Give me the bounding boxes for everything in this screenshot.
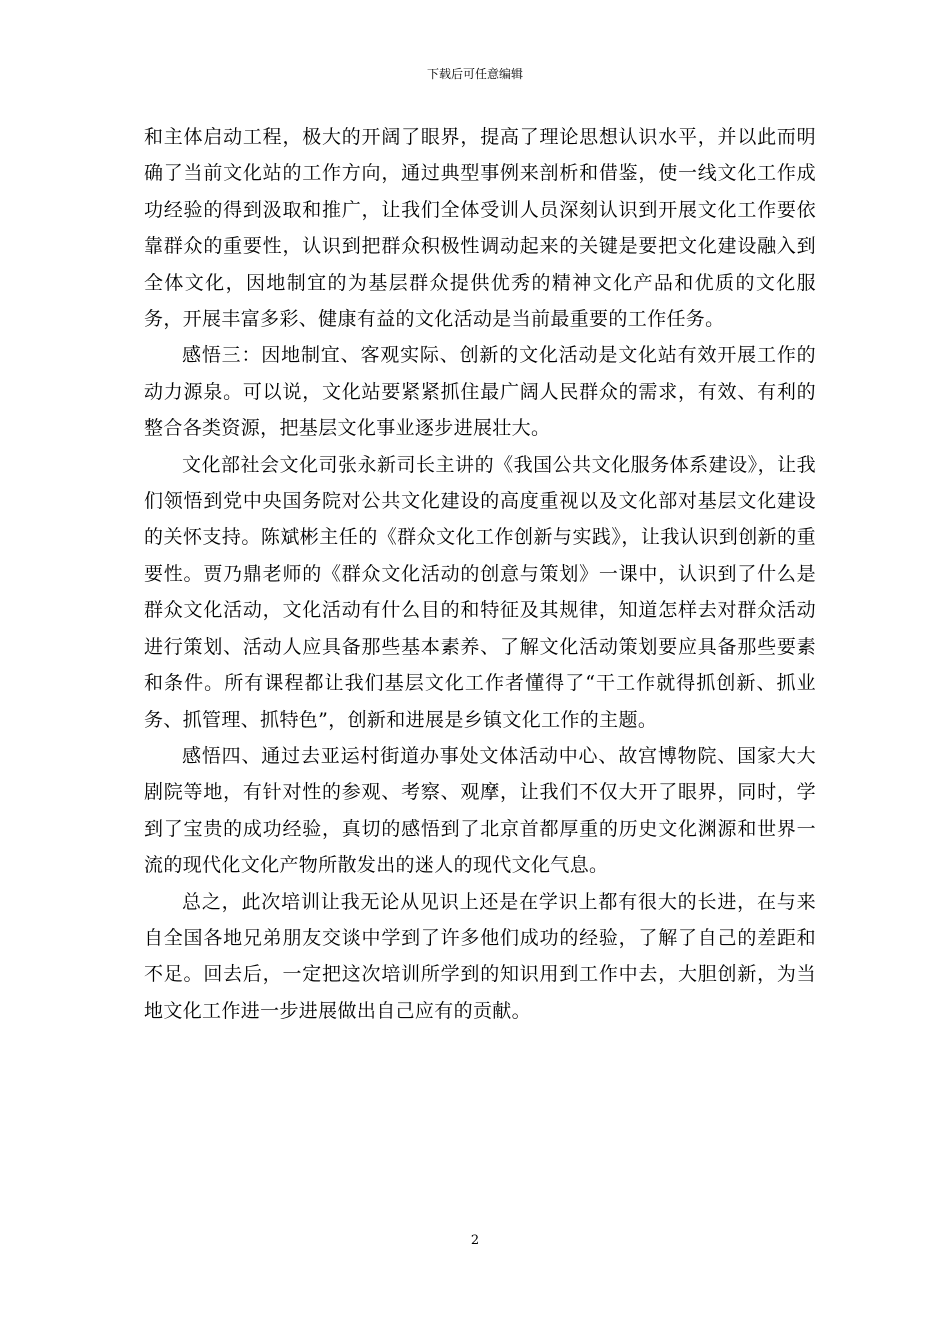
paragraph-courses: 文化部社会文化司张永新司长主讲的《我国公共文化服务体系建设》，让我们领悟到党中央国务院对公共文化建设的高度重视以及文化部对基层文化建设的关怀支持。陈斌彬主任的《群众文化工作创新与实践》，让我认识到创新的重要性。贾乃鼎老师的《群众文化活动的创意与策划》一课中，认识到了什么是群众文化活动，文化活动有什么目的和特征及其规律，知道怎样去对群众活动进行策划、活动人应具备那些基本素养、了解文化活动策划要应具备那些要素和条件。所有课程都让我们基层文化工作者懂得了“干工作就得抓创新、抓业务、抓管理、抓特色”，创新和进展是乡镇文化工作的主题。: [144, 453, 816, 731]
paragraph-insight-three: 感悟三：因地制宜、客观实际、创新的文化活动是文化站有效开展工作的动力源泉。可以说，文化站要紧紧抓住最广阔人民群众的需求，有效、有利的整合各类资源，把基层文化事业逐步进展壮大。: [144, 344, 816, 440]
header-note: 下载后可任意编辑: [426, 67, 523, 81]
paragraph-conclusion: 总之，此次培训让我无论从见识上还是在学识上都有很大的长进，在与来自全国各地兄弟朋友交谈中学到了许多他们成功的经验，了解了自己的差距和不足。回去后，一定把这次培训所学到的知识用到工作中去，大胆创新，为当地文化工作进一步进展做出自己应有的贡献。: [144, 890, 816, 1022]
document-body: [144, 119, 816, 1029]
page-number: 2: [470, 1233, 480, 1248]
paragraph-continuation: 和主体启动工程，极大的开阔了眼界，提高了理论思想认识水平，并以此而明确了当前文化站的工作方向，通过典型事例来剖析和借鉴，使一线文化工作成功经验的得到汲取和推广，让我们全体受训人员深刻认识到开展文化工作要依靠群众的重要性，认识到把群众积极性调动起来的关键是要把文化建设融入到全体文化，因地制宜的为基层群众提供优秀的精神文化产品和优质的文化服务，开展丰富多彩、健康有益的文化活动是当前最重要的工作任务。: [144, 126, 816, 331]
paragraph-insight-four: 感悟四、通过去亚运村街道办事处文体活动中心、故宫博物院、国家大大剧院等地，有针对性的参观、考察、观摩，让我们不仅大开了眼界，同时，学到了宝贵的成功经验，真切的感悟到了北京首都厚重的历史文化渊源和世界一流的现代化文化产物所散发出的迷人的现代文化气息。: [144, 744, 816, 877]
